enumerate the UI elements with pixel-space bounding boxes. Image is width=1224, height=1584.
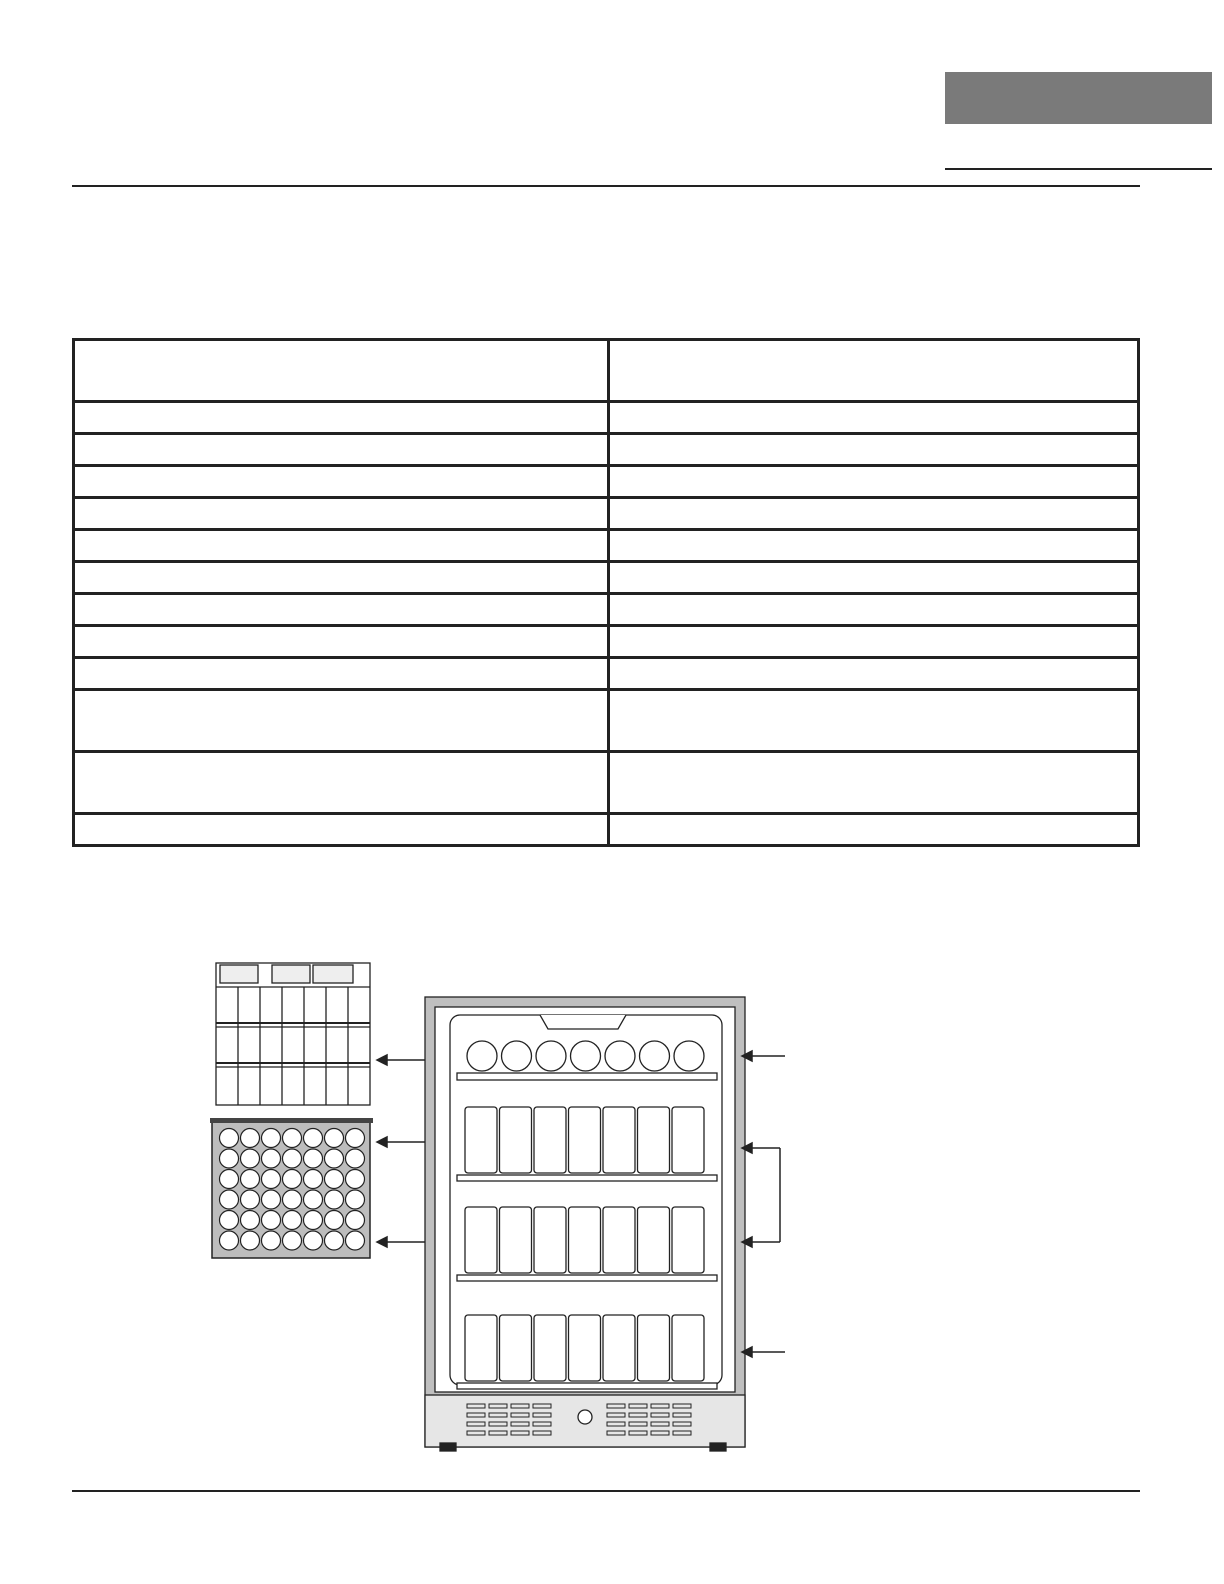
spec-row — [74, 658, 1139, 690]
tray-slot — [325, 1129, 344, 1148]
tray-slot — [304, 1190, 323, 1209]
spec-row — [74, 814, 1139, 846]
spec-label-cell — [74, 690, 609, 752]
spec-row — [74, 434, 1139, 466]
spec-value-cell — [609, 690, 1139, 752]
tray-slot — [304, 1129, 323, 1148]
tray-slot — [304, 1149, 323, 1168]
can — [569, 1207, 601, 1273]
bottle-end — [674, 1041, 704, 1071]
spec-row — [74, 340, 1139, 402]
tray-slot — [262, 1129, 281, 1148]
spec-value-cell — [609, 402, 1139, 434]
section-tab — [945, 72, 1212, 124]
spec-label-cell — [74, 498, 609, 530]
tray-slot — [241, 1170, 260, 1189]
tray-slot — [220, 1211, 239, 1230]
spec-value-cell — [609, 752, 1139, 814]
tray-slot — [220, 1190, 239, 1209]
tray-slot — [262, 1231, 281, 1250]
tray-slot — [283, 1231, 302, 1250]
can-rack-illustration — [216, 963, 370, 1105]
can — [500, 1315, 532, 1381]
tray-slot — [325, 1231, 344, 1250]
tray-slot — [325, 1149, 344, 1168]
spec-row — [74, 530, 1139, 562]
spec-value-cell — [609, 562, 1139, 594]
bottle-end — [640, 1041, 670, 1071]
spec-value-cell — [609, 498, 1139, 530]
tray-slot — [283, 1149, 302, 1168]
can — [534, 1207, 566, 1273]
can — [569, 1107, 601, 1173]
tray-slot — [241, 1231, 260, 1250]
tray-slot — [304, 1211, 323, 1230]
spec-row — [74, 690, 1139, 752]
spec-row — [74, 752, 1139, 814]
tray-slot — [283, 1211, 302, 1230]
tray-slot — [220, 1129, 239, 1148]
spec-label-cell — [74, 402, 609, 434]
spec-label-cell — [74, 626, 609, 658]
tray-slot — [262, 1190, 281, 1209]
spec-label-cell — [74, 658, 609, 690]
can — [638, 1107, 670, 1173]
can — [465, 1315, 497, 1381]
tray-slot — [220, 1231, 239, 1250]
spec-value-cell — [609, 466, 1139, 498]
tray-slot — [346, 1129, 365, 1148]
specifications-table — [72, 338, 1140, 847]
spec-value-cell — [609, 626, 1139, 658]
spec-value-cell — [609, 594, 1139, 626]
spec-value-cell — [609, 814, 1139, 846]
tray-slot — [346, 1231, 365, 1250]
spec-label-cell — [74, 594, 609, 626]
tray-slot — [304, 1170, 323, 1189]
tray-slot — [346, 1149, 365, 1168]
tray-slot — [325, 1190, 344, 1209]
tray-slot — [241, 1149, 260, 1168]
spec-label-cell — [74, 466, 609, 498]
can — [569, 1315, 601, 1381]
tray-slot — [283, 1170, 302, 1189]
can — [465, 1107, 497, 1173]
spec-label-cell — [74, 752, 609, 814]
tray-slot — [346, 1190, 365, 1209]
product-diagram — [205, 955, 805, 1455]
spec-row — [74, 594, 1139, 626]
spec-row — [74, 626, 1139, 658]
spec-label-cell — [74, 434, 609, 466]
tray-slot — [220, 1170, 239, 1189]
tray-slot — [241, 1190, 260, 1209]
spec-row — [74, 562, 1139, 594]
footer-rule — [72, 1490, 1140, 1492]
bottle-end — [536, 1041, 566, 1071]
can — [500, 1107, 532, 1173]
bottle-end — [571, 1041, 601, 1071]
tray-slot — [262, 1211, 281, 1230]
tray-slot — [262, 1170, 281, 1189]
can — [672, 1207, 704, 1273]
spec-value-cell — [609, 530, 1139, 562]
tray-slot — [304, 1231, 323, 1250]
can — [672, 1315, 704, 1381]
tray-slot — [262, 1149, 281, 1168]
tray-slot — [283, 1190, 302, 1209]
can — [603, 1315, 635, 1381]
tray-slot — [283, 1129, 302, 1148]
spec-value-cell — [609, 658, 1139, 690]
bottle-end — [502, 1041, 532, 1071]
spec-row — [74, 466, 1139, 498]
tray-slot — [346, 1211, 365, 1230]
can — [465, 1207, 497, 1273]
can — [534, 1315, 566, 1381]
can — [638, 1315, 670, 1381]
tray-slot — [241, 1129, 260, 1148]
spec-row — [74, 402, 1139, 434]
tray-slot — [325, 1211, 344, 1230]
header-rule — [72, 185, 1140, 187]
spec-label-cell — [74, 562, 609, 594]
section-tab-underline — [945, 168, 1212, 170]
bottle-end — [467, 1041, 497, 1071]
can — [603, 1107, 635, 1173]
can — [672, 1107, 704, 1173]
spec-label-cell — [74, 814, 609, 846]
spec-label-cell — [74, 530, 609, 562]
can — [534, 1107, 566, 1173]
spec-value-cell — [609, 340, 1139, 402]
callout-arrows-right — [742, 1051, 785, 1357]
tray-slot — [346, 1170, 365, 1189]
bottle-end — [605, 1041, 635, 1071]
cooler-front-illustration — [425, 997, 745, 1451]
tray-slot — [325, 1170, 344, 1189]
spec-label-cell — [74, 340, 609, 402]
can — [500, 1207, 532, 1273]
can — [638, 1207, 670, 1273]
tray-slot — [241, 1211, 260, 1230]
can — [603, 1207, 635, 1273]
spec-value-cell — [609, 434, 1139, 466]
tray-slot — [220, 1149, 239, 1168]
spec-row — [74, 498, 1139, 530]
tray-illustration — [210, 1118, 373, 1258]
